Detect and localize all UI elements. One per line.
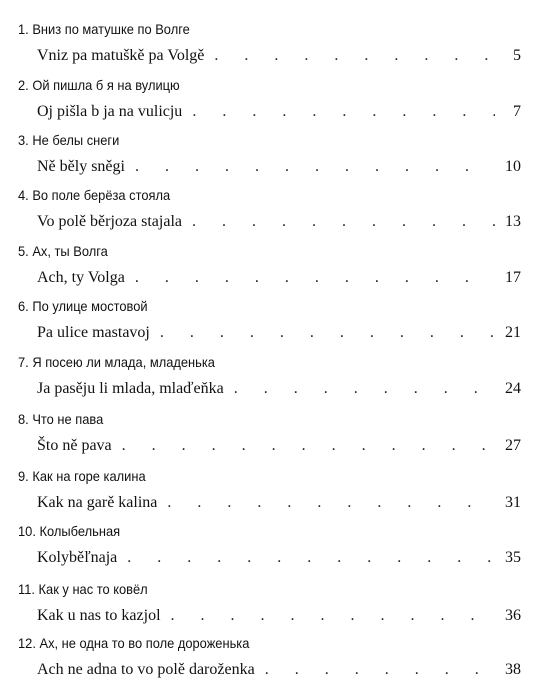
- entry-cyrillic-title: [18, 467, 146, 485]
- entry-number: 12.: [18, 635, 36, 651]
- dot-leader: [224, 379, 495, 399]
- toc-entry: [0, 131, 543, 187]
- entry-page-number: 27: [505, 437, 521, 454]
- entry-number: 4.: [18, 187, 29, 203]
- entry-cyrillic-title: [18, 580, 148, 598]
- entry-title-latin: Vo polě běrjoza stajala: [37, 213, 182, 230]
- entry-title-latin: Oj pišla b ja na vulicju: [37, 103, 183, 120]
- entry-page-number: 35: [505, 549, 521, 566]
- entry-latin-row: [37, 379, 521, 401]
- dot-leader: [204, 46, 495, 66]
- entry-title-cyrillic: По улице мостовой: [32, 298, 148, 314]
- toc-entry: [0, 20, 543, 76]
- entry-title-cyrillic: Во поле берёза стояла: [32, 187, 171, 203]
- entry-title-cyrillic: Ах, не одна то во поле дороженька: [39, 635, 250, 651]
- entry-title-latin: Ja pasěju li mlada, mlaďeňka: [37, 380, 224, 397]
- entry-number: 11.: [18, 581, 35, 597]
- entry-cyrillic-title: [18, 522, 120, 540]
- toc-entry: [0, 634, 543, 690]
- entry-latin-row: [37, 46, 521, 68]
- dot-leader: [161, 606, 495, 626]
- entry-number: 8.: [18, 411, 29, 427]
- entry-page-number: 38: [505, 661, 521, 678]
- dot-leader: [125, 268, 495, 288]
- entry-latin-row: [37, 212, 521, 234]
- entry-cyrillic-title: [18, 297, 148, 315]
- entry-title-latin: Pa ulice mastavoj: [37, 324, 150, 341]
- entry-title-latin: Kak u nas to kazjol: [37, 607, 161, 624]
- dot-leader: [150, 323, 495, 343]
- entry-latin-row: [37, 493, 521, 515]
- entry-cyrillic-title: [18, 76, 180, 94]
- entry-cyrillic-title: [18, 410, 103, 428]
- entry-title-cyrillic: Как у нас то ковёл: [38, 581, 148, 597]
- entry-latin-row: [37, 606, 521, 628]
- entry-cyrillic-title: [18, 20, 190, 38]
- toc-entry: [0, 186, 543, 242]
- toc-entry: [0, 353, 543, 409]
- dot-leader: [182, 102, 495, 122]
- dot-leader: [112, 436, 495, 456]
- entry-latin-row: [37, 660, 521, 682]
- entry-title-cyrillic: Ой пишла б я на вулицю: [32, 77, 180, 93]
- entry-page-number: 24: [505, 380, 521, 397]
- entry-title-latin: Ach ne adna to vo polě daroženka: [37, 661, 255, 678]
- entry-title-latin: Kolyběľnaja: [37, 549, 118, 566]
- dot-leader: [255, 660, 495, 680]
- dot-leader: [125, 157, 495, 177]
- entry-cyrillic-title: [18, 131, 119, 149]
- entry-page-number: 17: [505, 269, 521, 286]
- entry-number: 6.: [18, 298, 29, 314]
- entry-page-number: 13: [505, 213, 521, 230]
- entry-cyrillic-title: [18, 186, 170, 204]
- entry-number: 9.: [18, 468, 29, 484]
- entry-page-number: 5: [513, 47, 521, 64]
- entry-cyrillic-title: [18, 634, 249, 652]
- entry-latin-row: [37, 102, 521, 124]
- entry-number: 1.: [18, 21, 29, 37]
- entry-number: 3.: [18, 132, 29, 148]
- entry-title-cyrillic: Вниз по матушке по Волге: [32, 21, 190, 37]
- entry-title-cyrillic: Как на горе калина: [32, 468, 146, 484]
- entry-latin-row: [37, 548, 521, 570]
- toc-entry: [0, 522, 543, 578]
- toc-entry: [0, 242, 543, 298]
- entry-number: 2.: [18, 77, 29, 93]
- entry-cyrillic-title: [18, 242, 108, 260]
- entry-title-cyrillic: Колыбельная: [39, 523, 121, 539]
- toc-entry: [0, 410, 543, 466]
- entry-title-latin: Što ně pava: [37, 437, 112, 454]
- entry-latin-row: [37, 323, 521, 345]
- entry-page-number: 7: [513, 103, 521, 120]
- dot-leader: [182, 212, 495, 232]
- entry-page-number: 36: [505, 607, 521, 624]
- entry-latin-row: [37, 157, 521, 179]
- entry-page-number: 21: [505, 324, 521, 341]
- entry-title-latin: Vniz pa matuškě pa Volgě: [37, 47, 205, 64]
- entry-latin-row: [37, 268, 521, 290]
- entry-title-cyrillic: Ах, ты Волга: [32, 243, 108, 259]
- entry-title-latin: Ně běly sněgi: [37, 158, 125, 175]
- entry-title-cyrillic: Что не пава: [32, 411, 104, 427]
- entry-page-number: 31: [505, 494, 521, 511]
- toc-entry: [0, 467, 543, 523]
- toc-entry: [0, 297, 543, 353]
- entry-title-latin: Kak na garě kalina: [37, 494, 158, 511]
- dot-leader: [117, 548, 495, 568]
- toc-entry: [0, 76, 543, 132]
- entry-title-cyrillic: Я посею ли млада, младенька: [32, 354, 215, 370]
- entry-page-number: 10: [505, 158, 521, 175]
- entry-cyrillic-title: [18, 353, 215, 371]
- entry-latin-row: [37, 436, 521, 458]
- entry-title-latin: Ach, ty Volga: [37, 269, 125, 286]
- entry-number: 5.: [18, 243, 29, 259]
- entry-number: 7.: [18, 354, 29, 370]
- entry-title-cyrillic: Не белы снеги: [32, 132, 120, 148]
- entry-number: 10.: [18, 523, 36, 539]
- toc-entry: [0, 580, 543, 636]
- dot-leader: [157, 493, 495, 513]
